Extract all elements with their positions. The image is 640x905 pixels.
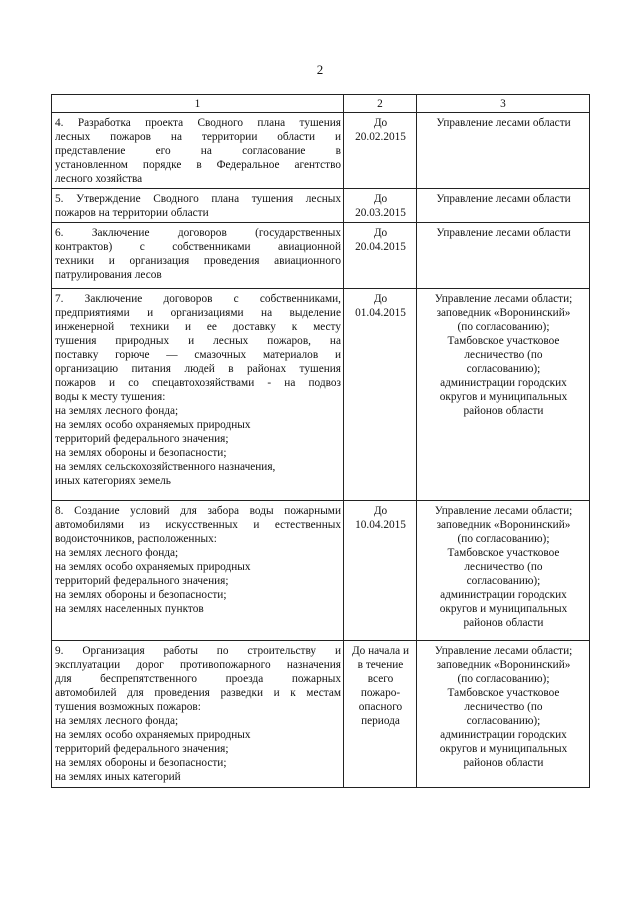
deadline-line: пожаро-: [360, 687, 401, 699]
deadline-line: 20.02.2015: [355, 131, 406, 143]
task-cell: [52, 113, 344, 189]
deadline-cell: [344, 113, 417, 189]
task-line: автомобилей для проведения разведки и к местам: [55, 687, 341, 699]
task-line: поставку горюче — смазочных материалов и: [55, 349, 341, 361]
deadline-line: всего: [367, 673, 394, 685]
responsible-line: заповедник «Воронинский»: [436, 307, 571, 319]
task-line: на землях обороны и безопасности;: [55, 757, 227, 769]
deadline-line: 10.04.2015: [355, 519, 406, 531]
task-line: территорий федерального значения;: [55, 743, 229, 755]
task-line: техники и организация проведения авиационного: [55, 255, 341, 267]
task-cell: [52, 223, 344, 289]
task-line: лесного хозяйства: [55, 173, 143, 185]
responsible-cell: [417, 113, 590, 189]
task-line: на землях лесного фонда;: [55, 715, 179, 727]
responsible-line: округов и муниципальных: [439, 743, 568, 755]
responsible-line: лесничество (по: [464, 349, 543, 361]
task-line: предприятиями и организациями на выделение: [55, 307, 341, 319]
table-row: [52, 501, 590, 641]
task-line: 6. Заключение договоров (государственных: [55, 227, 341, 239]
table-row: [52, 641, 590, 788]
responsible-line: Управление лесами области;: [434, 645, 573, 657]
task-cell: [52, 289, 344, 501]
task-line: на землях иных категорий: [55, 771, 181, 783]
task-line: на землях населенных пунктов: [55, 603, 204, 615]
task-line: на землях особо охраняемых природных: [55, 561, 251, 573]
task-line: иных категориях земель: [55, 475, 171, 487]
task-line: на землях лесного фонда;: [55, 547, 179, 559]
table-header-row: [52, 95, 590, 113]
deadline-line: До: [373, 193, 388, 205]
task-line: автомобилями из искусственных и естественных: [55, 519, 341, 531]
responsible-line: согласованию);: [466, 363, 541, 375]
task-line: 4. Разработка проекта Сводного плана тушения: [55, 117, 341, 129]
task-line: пожаров на территории области: [55, 207, 209, 219]
header-col-3: 3: [417, 95, 590, 113]
responsible-line: (по согласованию);: [457, 321, 550, 333]
responsible-cell: [417, 223, 590, 289]
responsible-line: (по согласованию);: [457, 533, 550, 545]
deadline-line: в течение: [357, 659, 404, 671]
task-line: лесных пожаров на территории области и: [55, 131, 341, 143]
deadline-line: До: [373, 505, 388, 517]
task-line: 8. Создание условий для забора воды пожарными: [55, 505, 341, 517]
task-cell: [52, 189, 344, 223]
responsible-cell: [417, 641, 590, 788]
page-number: 2: [316, 62, 324, 77]
responsible-line: Тамбовское участковое: [447, 547, 560, 559]
deadline-line: До начала и: [351, 645, 410, 657]
responsible-line: районов области: [463, 617, 544, 629]
table-row: [52, 189, 590, 223]
responsible-line: районов области: [463, 405, 544, 417]
task-line: установленном порядке в Федеральное агентство: [55, 159, 341, 171]
task-line: тушения возможных пожаров:: [55, 701, 201, 713]
responsible-line: Управление лесами области: [436, 117, 571, 129]
table-row: [52, 289, 590, 501]
responsible-line: согласованию);: [466, 715, 541, 727]
responsible-line: администрации городских: [440, 729, 567, 741]
deadline-cell: [344, 223, 417, 289]
plan-table: [51, 94, 590, 788]
task-line: территорий федерального значения;: [55, 433, 229, 445]
responsible-line: заповедник «Воронинский»: [436, 519, 571, 531]
task-line: на землях сельскохозяйственного назначения,: [55, 461, 276, 473]
task-line: организацию питания людей в районах тушения: [55, 363, 341, 375]
table-row: [52, 223, 590, 289]
responsible-line: Управление лесами области;: [434, 505, 573, 517]
responsible-cell: [417, 501, 590, 641]
responsible-cell: [417, 189, 590, 223]
task-line: 5. Утверждение Сводного плана тушения лесных: [55, 193, 341, 205]
deadline-line: 20.03.2015: [355, 207, 406, 219]
task-line: на землях особо охраняемых природных: [55, 419, 251, 431]
plan-table-body: [52, 95, 590, 788]
deadline-line: До: [373, 293, 388, 305]
responsible-line: округов и муниципальных: [439, 391, 568, 403]
responsible-line: заповедник «Воронинский»: [436, 659, 571, 671]
responsible-line: Управление лесами области;: [434, 293, 573, 305]
task-line: на землях особо охраняемых природных: [55, 729, 251, 741]
responsible-line: Управление лесами области: [436, 193, 571, 205]
deadline-line: 01.04.2015: [355, 307, 406, 319]
responsible-line: администрации городских: [440, 589, 567, 601]
responsible-cell: [417, 289, 590, 501]
task-line: тушения природных и лесных пожаров, на: [55, 335, 341, 347]
responsible-line: согласованию);: [466, 575, 541, 587]
task-line: инженерной техники и ее доставку к месту: [55, 321, 341, 333]
responsible-line: районов области: [463, 757, 544, 769]
deadline-cell: [344, 641, 417, 788]
header-col-1: 1: [52, 95, 344, 113]
responsible-line: округов и муниципальных: [439, 603, 568, 615]
deadline-line: До: [373, 227, 388, 239]
deadline-line: периода: [361, 715, 400, 727]
task-line: территорий федерального значения;: [55, 575, 229, 587]
task-line: контрактов) с собственниками авиационной: [55, 241, 341, 253]
responsible-line: Тамбовское участковое: [447, 335, 560, 347]
responsible-line: лесничество (по: [464, 701, 543, 713]
deadline-cell: [344, 289, 417, 501]
deadline-line: опасного: [358, 701, 403, 713]
responsible-line: Управление лесами области: [436, 227, 571, 239]
task-line: эксплуатации дорог противопожарного назначения: [55, 659, 341, 671]
task-cell: [52, 641, 344, 788]
responsible-line: лесничество (по: [464, 561, 543, 573]
task-line: 7. Заключение договоров с собственниками,: [55, 293, 341, 305]
task-line: водоисточников, расположенных:: [55, 533, 217, 545]
deadline-cell: [344, 189, 417, 223]
task-line: для беспрепятственного проезда пожарных: [55, 673, 341, 685]
deadline-line: 20.04.2015: [355, 241, 406, 253]
task-line: на землях обороны и безопасности;: [55, 447, 227, 459]
task-line: представление его на согласование в: [55, 145, 341, 157]
deadline-cell: [344, 501, 417, 641]
responsible-line: (по согласованию);: [457, 673, 550, 685]
task-line: патрулирования лесов: [55, 269, 162, 281]
task-line: пожаров и со спецавтохозяйствами - на подвоз: [55, 377, 341, 389]
task-line: 9. Организация работы по строительству и: [55, 645, 341, 657]
deadline-line: До: [373, 117, 388, 129]
table-row: [52, 113, 590, 189]
responsible-line: Тамбовское участковое: [447, 687, 560, 699]
task-cell: [52, 501, 344, 641]
task-line: воды к месту тушения:: [55, 391, 166, 403]
task-line: на землях лесного фонда;: [55, 405, 179, 417]
responsible-line: администрации городских: [440, 377, 567, 389]
task-line: на землях обороны и безопасности;: [55, 589, 227, 601]
header-col-2: 2: [344, 95, 417, 113]
